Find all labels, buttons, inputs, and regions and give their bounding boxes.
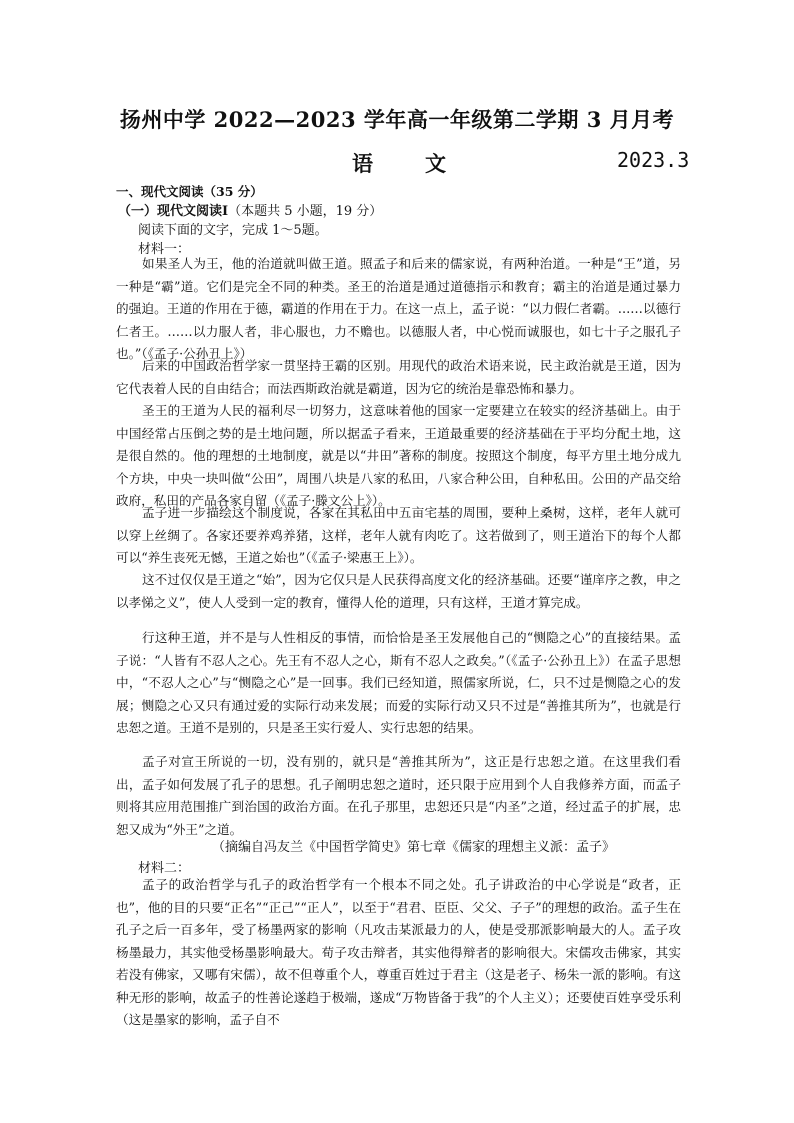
exam-title: 扬州中学 2022—2023 学年高一年级第二学期 3 月月考 (119, 107, 675, 132)
reading-instruction: 阅读下面的文字，完成 1～5题。 (138, 223, 328, 238)
section-heading: 一、现代文阅读（35 分） (116, 184, 263, 199)
material-two-label: 材料二： (138, 861, 191, 876)
material-one-paragraph: 如果圣人为王，他的治道就叫做王道。照孟子和后来的儒家说，有两种治道。一种是“王”道，另一种是“霸”道。它们是完全不同的种类。圣王的治道是通过道德指示和教育；霸主的治道是通过暴力的强迫。王道的作用在于德，霸道的作用在于力。在这一点上，孟子说：“以力假仁者霸。……以德行仁者王。……以力服人者，非心服也，力不赡也。以德服人者，中心悦而诚服也，如七十子之服孔子也。”（《孟子·公孙丑上》） (116, 256, 681, 361)
material-one-paragraph: 行这种王道，并不是与人性相反的事情，而恰恰是圣王发展他自己的“恻隐之心”的直接结果。孟子说：“人皆有不忍人之心。先王有不忍人之心，斯有不忍人之政矣。”（《孟子·公孙丑上》）在孟子思想中，“不忍人之心”与“恻隐之心”是一回事。我们已经知道，照儒家所说，仁，只不过是恻隐之心的发展；恻隐之心又只有通过爱的实际行动来发展；而爱的实际行动又只不过是“善推其所为”，也就是行忠恕之道。王道不是别的，只是圣王实行爱人、实行忠恕的结果。 (116, 630, 681, 735)
subject-label: 语文 (352, 151, 498, 176)
material-one-paragraph: 后来的中国政治哲学家一贯坚持王霸的区别。用现代的政治术语来说，民主政治就是王道，因为它代表着人民的自由结合；而法西斯政治就是霸道，因为它的统治是靠恐怖和暴力。 (116, 358, 681, 396)
exam-date: 2023.3 (617, 148, 690, 172)
material-one-label: 材料一： (138, 242, 191, 257)
material-one-paragraph: 孟子进一步描绘这个制度说，各家在其私田中五亩宅基的周围，要种上桑树，这样，老年人就可以穿上丝绸了。各家还要养鸡养猪，这样，老年人就有肉吃了。这若做到了，则王道治下的每个人都可以“养生丧死无憾，王道之始也”（《孟子·梁惠王上》）。 (116, 505, 681, 565)
subsection-note: （本题共 5 小题，19 分） (228, 204, 383, 219)
material-one-source: （摘编自冯友兰《中国哲学简史》第七章《儒家的理想主义派：孟子》 (212, 840, 616, 855)
material-one-paragraph: 孟子对宣王所说的一切，没有别的，就只是“善推其所为”，这正是行忠恕之道。在这里我们看出，孟子如何发展了孔子的思想。孔子阐明忠恕之道时，还只限于应用到个人自我修养方面，而孟子则将其应用范围推广到治国的政治方面。在孔子那里，忠恕还只是“内圣”之道，经过孟子的扩展，忠恕又成为“外王”之道。 (116, 754, 681, 837)
subsection-heading (118, 200, 382, 219)
material-one-paragraph: 这不过仅仅是王道之“始”，因为它仅只是人民获得高度文化的经济基础。还要“谨庠序之教，申之以孝悌之义”，使人人受到一定的教育，懂得人伦的道理，只有这样，王道才算完成。 (116, 572, 681, 610)
subsection-title: （一）现代文阅读Ⅰ (118, 204, 229, 219)
material-two-paragraph: 孟子的政治哲学与孔子的政治哲学有一个根本不同之处。孔子讲政治的中心学说是“政者，正也”，他的目的只要“正名”“正己”“正人”，以至于“君君、臣臣、父父、子子”的理想的政治。孟子生在孔子之后一百多年，受了杨墨两家的影响（凡攻击某派最力的人，使是受那派影响最大的人。孟子攻杨墨最力，其实他受杨墨影响最大。荀子攻击辩者，其实他得辩者的影响很大。宋儒攻击佛家，其实若没有佛家，又哪有宋儒），故不但尊重个人，尊重百姓过于君主（这是老子、杨朱一派的影响。有这种无形的影响，故孟子的性善论遂趋于极端，遂成“万物皆备于我”的个人主义）；还要使百姓享受乐利（这是墨家的影响，孟子自不 (116, 877, 681, 1027)
material-one-paragraph: 圣王的王道为人民的福利尽一切努力，这意味着他的国家一定要建立在较实的经济基础上。由于中国经常占压倒之势的是土地问题，所以据孟子看来，王道最重要的经济基础在于平均分配土地，这是很自然的。他的理想的土地制度，就是以“井田”著称的制度。按照这个制度，每平方里土地分成九个方块，中央一块叫做“公田”，周围八块是八家的私田，八家合种公田，自种私田。公田的产品交给政府，私田的产品各家自留（《孟子·滕文公上》）。 (116, 403, 681, 508)
